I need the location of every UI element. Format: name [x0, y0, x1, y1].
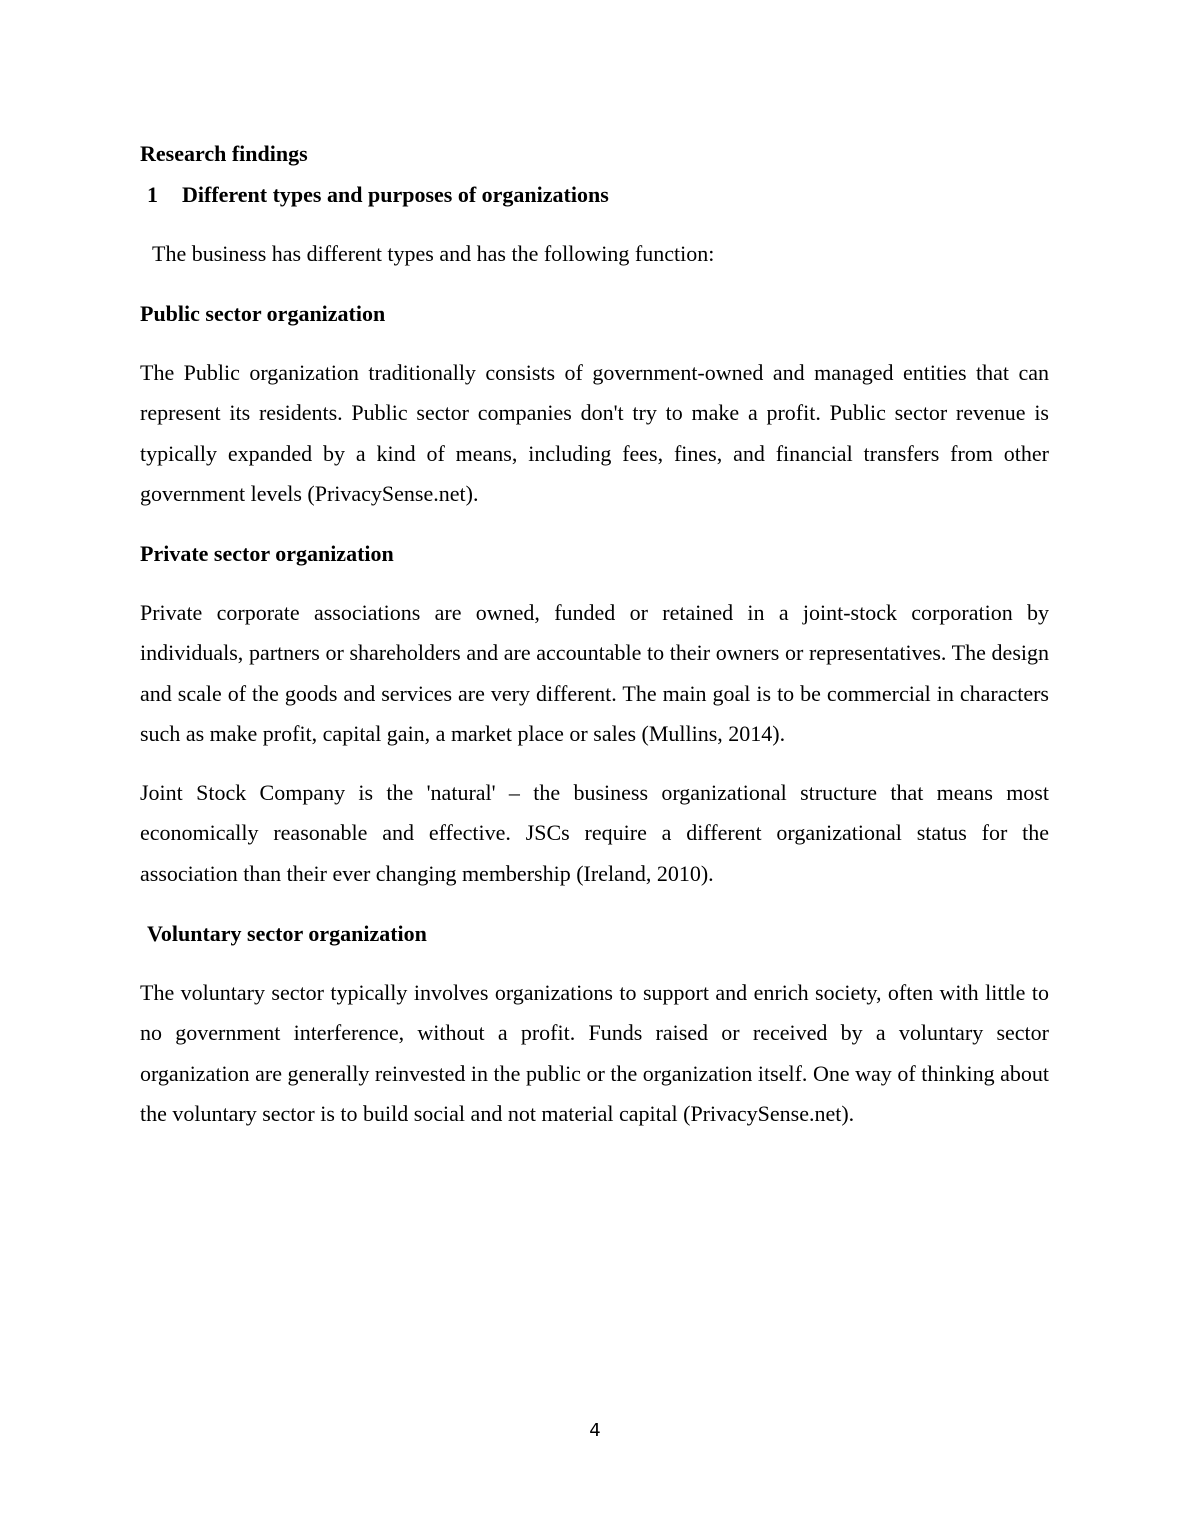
public-sector-paragraph: The Public organization traditionally consists of government-owned and managed entities that can represent its residents. Public sector companies don't try to make a profit. Public sector revenue is typically expanded by a kind of means, including fees, fines, and financial transfers from other government levels (PrivacySense.net). [140, 360, 1049, 506]
intro-paragraph: The business has different types and has the following function: [152, 241, 715, 266]
private-sector-paragraph-2: Joint Stock Company is the 'natural' – the business organizational structure that means most economically reasonable and effective. JSCs require a different organizational status for the association than their ever changing membership (Ireland, 2010). [140, 780, 1049, 886]
section-heading [147, 182, 609, 208]
page-number: 4 [589, 1420, 601, 1441]
private-sector-paragraph-1: Private corporate associations are owned, funded or retained in a joint-stock corporation by individuals, partners or shareholders and are accountable to their owners or representatives. The design and scale of the goods and services are very different. The main goal is to be commercial in characters such as make profit, capital gain, a market place or sales (Mullins, 2014). [140, 600, 1049, 746]
document-title: Research findings [140, 141, 308, 166]
public-sector-heading: Public sector organization [140, 301, 386, 326]
section-title: Different types and purposes of organizations [182, 182, 609, 207]
voluntary-sector-paragraph: The voluntary sector typically involves organizations to support and enrich society, often with little to no government interference, without a profit. Funds raised or received by a voluntary sector organization are generally reinvested in the public or the organization itself. One way of thinking about the voluntary sector is to build social and not material capital (PrivacySense.net). [140, 980, 1049, 1126]
voluntary-sector-heading: Voluntary sector organization [147, 921, 427, 946]
section-number: 1 [147, 182, 158, 207]
private-sector-heading: Private sector organization [140, 541, 394, 566]
